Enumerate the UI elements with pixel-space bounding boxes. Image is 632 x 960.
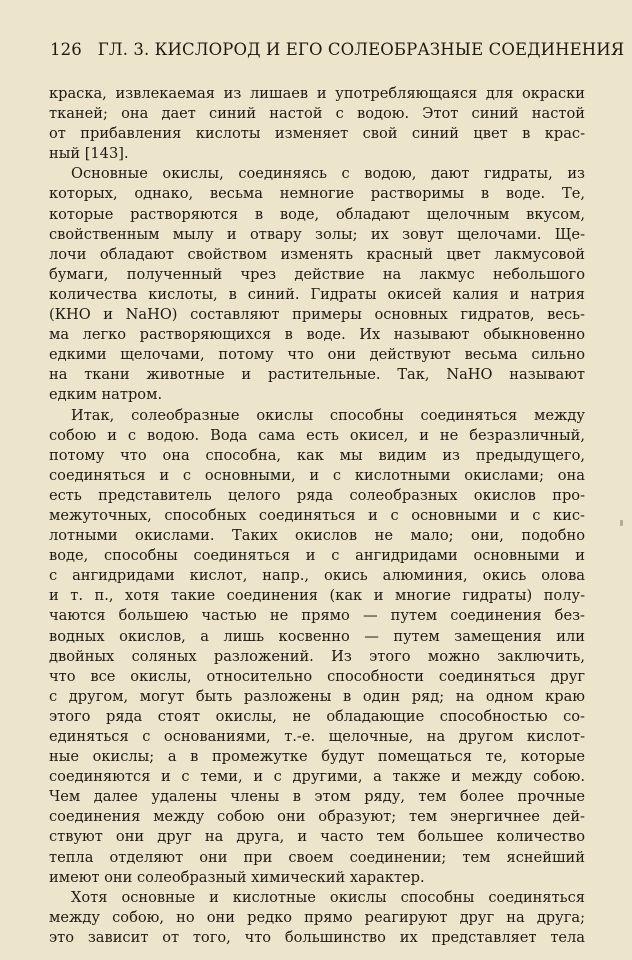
text-line: Хотя основные и кислотные окислы способны соединяться	[71, 888, 585, 906]
text-line: чаются большею частью не прямо — путем соединения без-	[49, 607, 585, 625]
text-line: свойственным мылу и отвару золы; их зовут щелочами. Ще-	[49, 225, 585, 243]
text-line: Итак, солеобразные окислы способны соединяться между	[71, 406, 585, 424]
text-line: единяться с основаниями, т.-е. щелочные, на другом кислот-	[49, 728, 585, 745]
text-line: воде, способны соединяться и с ангидридами основными и	[49, 547, 585, 565]
text-line: ма легко растворяющихся в воде. Их называют обыкновенно	[49, 326, 585, 344]
text-line: с другом, могут быть разложены в один ряд; на одном краю	[49, 687, 585, 705]
text-line: собою и с водою. Вода сама есть окисел, и не безразличный,	[49, 426, 585, 444]
text-line: потому что она способна, как мы видим из предыдущего,	[49, 446, 585, 464]
text-line: Чем далее удалены члены в этом ряду, тем более прочные	[49, 788, 585, 806]
text-line: водных окислов, а лишь косвенно — путем замещения или	[49, 627, 585, 645]
text-line: соединяться и с основными, и с кислотными окислами; она	[49, 466, 585, 484]
text-line: (КНО и NaHO) составляют примеры основных гидратов, весь-	[49, 306, 585, 324]
text-line: имеют они солеобразный химический характер.	[49, 868, 425, 886]
text-line: ные окислы; а в промежутке будут помещаться те, которые	[49, 748, 585, 766]
text-line: ствуют они друг на друга, и часто тем большее количество	[49, 828, 585, 846]
text-line: на ткани животные и растительные. Так, NaHO называют	[49, 366, 585, 384]
paper-speck	[620, 520, 623, 526]
text-line: лочи обладают свойством изменять красный цвет лакмусовой	[49, 245, 585, 263]
text-line: этого ряда стоят окислы, не обладающие способностью со-	[49, 707, 585, 725]
text-line: краска, извлекаемая из лишаев и употребляющаяся для окраски	[49, 85, 585, 102]
text-line: количества кислоты, в синий. Гидраты окисей калия и натрия	[49, 285, 585, 303]
text-line: соединения между собою они образуют; тем энергичнее дей-	[49, 808, 585, 826]
text-line: между собою, но они редко прямо реагируют друг на друга;	[49, 908, 585, 926]
text-line: от прибавления кислоты изменяет свой синий цвет в крас-	[49, 125, 585, 143]
body-text	[49, 84, 585, 948]
text-line: межуточных, способных соединяться и с основными и с кис-	[49, 506, 585, 524]
text-line: Основные окислы, соединяясь с водою, дают гидраты, из	[71, 165, 585, 183]
text-line: тканей; она дает синий настой с водою. Этот синий настой	[49, 105, 585, 123]
text-line: есть представитель целого ряда солеобразных окислов про-	[49, 486, 585, 504]
text-line: едким натром.	[49, 386, 163, 404]
text-line: лотными окислами. Таких окислов не мало; они, подобно	[49, 527, 585, 545]
text-line: двойных соляных разложений. Из этого можно заключить,	[49, 647, 585, 665]
text-line: которых, однако, весьма немногие растворимы в воде. Те,	[49, 185, 585, 203]
text-line: едкими щелочами, потому что они действуют весьма сильно	[49, 346, 585, 364]
text-line: тепла отделяют они при своем соединении; тем яснейший	[49, 848, 585, 866]
text-line: бумаги, полученный чрез действие на лакмус небольшого	[49, 265, 585, 283]
text-line: ный [143].	[49, 145, 129, 163]
page-number: 126	[50, 40, 82, 59]
text-line: и т. п., хотя такие соединения (как и многие гидраты) полу-	[49, 587, 585, 605]
text-line: с ангидридами кислот, напр., окись алюминия, окись олова	[49, 567, 585, 585]
text-line: соединяются и с теми, и с другими, а также и между собою.	[49, 768, 585, 786]
text-line: что все окислы, относительно способности соединяться друг	[49, 667, 585, 685]
running-header	[50, 40, 625, 64]
running-title: ГЛ. 3. КИСЛОРОД И ЕГО СОЛЕОБРАЗНЫЕ СОЕДИНЕНИЯ	[97, 40, 625, 59]
text-line: это зависит от того, что большинство их представляет тела	[49, 928, 585, 946]
text-line: которые растворяются в воде, обладают щелочным вкусом,	[49, 205, 585, 223]
